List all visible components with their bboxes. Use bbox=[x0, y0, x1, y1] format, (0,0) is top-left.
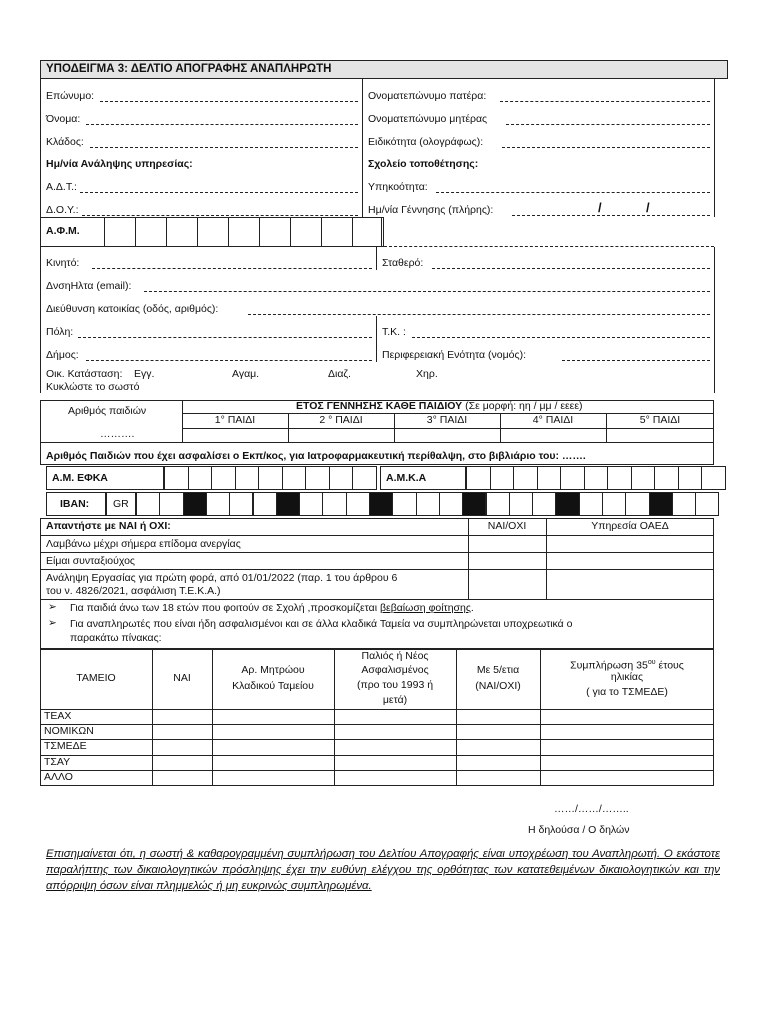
question-first-job: Ανάληψη Εργασίας για πρώτη φορά, από 01/01/2022 (παρ. 1 του άρθρου 6 bbox=[46, 572, 398, 584]
afm-digit-cell[interactable] bbox=[352, 217, 384, 247]
email-label: ΔνσηΗλτα (email): bbox=[46, 280, 132, 292]
registry-column-header-2: Κλαδικού Ταμείου bbox=[232, 680, 314, 692]
children-count-field[interactable]: ………. bbox=[100, 428, 135, 440]
postal-code-field[interactable] bbox=[412, 337, 710, 338]
amka-digit-cell[interactable] bbox=[466, 466, 491, 490]
iban-digit-cell[interactable] bbox=[532, 492, 556, 516]
iban-digit-cell[interactable] bbox=[136, 492, 160, 516]
mobile-field[interactable] bbox=[92, 268, 372, 269]
child-4-label: 4° ΠΑΙΔΙ bbox=[532, 414, 574, 426]
old-new-column-header-4: μετά) bbox=[382, 694, 408, 706]
efka-digit-cell[interactable] bbox=[352, 466, 377, 490]
age-column-header: Συμπλήρωση $35^{o\upsilon}$ έτους bbox=[570, 659, 684, 672]
afm-label: Α.Φ.Μ. bbox=[46, 225, 80, 237]
marital-status-label: Οικ. Κατάσταση: bbox=[46, 368, 123, 380]
efka-digit-cell[interactable] bbox=[329, 466, 354, 490]
specialty-label: Ειδικότητα (ολογράφως): bbox=[368, 136, 484, 148]
afm-digit-cell[interactable] bbox=[321, 217, 353, 247]
start-date-label: Ημ/νία Ανάληψης υπηρεσίας: bbox=[46, 158, 193, 170]
note-other-funds: Για αναπληρωτές που είναι ήδη ασφαλισμένοι και σε άλλα κλαδικά Ταμεία να συμπληρώνεται υποχρεωτικά ο bbox=[70, 618, 573, 630]
iban-digit-cell[interactable] bbox=[229, 492, 253, 516]
iban-digit-separator bbox=[369, 492, 393, 516]
branch-field[interactable] bbox=[90, 147, 358, 148]
birth-date-label: Ημ/νία Γέννησης (πλήρης): bbox=[368, 204, 494, 216]
marital-option-married[interactable]: Εγγ. bbox=[134, 368, 155, 380]
marital-option-single[interactable]: Αγαμ. bbox=[232, 368, 260, 380]
child-3-label: 3° ΠΑΙΔΙ bbox=[426, 414, 468, 426]
iban-country-code: GR bbox=[113, 498, 129, 510]
afm-digit-cell[interactable] bbox=[197, 217, 229, 247]
region-label: Περιφερειακή Ενότητα (νομός): bbox=[382, 349, 526, 361]
iban-digit-cell[interactable] bbox=[625, 492, 649, 516]
municipality-field[interactable] bbox=[86, 360, 372, 361]
amka-digit-cell[interactable] bbox=[678, 466, 703, 490]
questions-header: Απαντήστε με ΝΑΙ ή ΟΧΙ: bbox=[46, 520, 171, 532]
iban-digit-cell[interactable] bbox=[509, 492, 533, 516]
adt-label: Α.Δ.Τ.: bbox=[46, 181, 77, 193]
marital-hint: Κυκλώστε το σωστό bbox=[46, 381, 140, 393]
note-students: Για παιδιά άνω των 18 ετών που φοιτούν σε Σχολή ,προσκομίζεται βεβαίωση φοίτησης. bbox=[70, 602, 474, 614]
child-1-label: 1° ΠΑΙΔΙ bbox=[214, 414, 256, 426]
amka-digit-cell[interactable] bbox=[560, 466, 585, 490]
afm-digit-cell[interactable] bbox=[228, 217, 260, 247]
question-unemployment: Λαμβάνω μέχρι σήμερα επίδομα ανεργίας bbox=[46, 538, 241, 550]
specialty-field[interactable] bbox=[502, 147, 710, 148]
yes-no-column-header: ΝΑΙ/ΟΧΙ bbox=[487, 520, 527, 532]
yes-column-header: ΝΑΙ bbox=[173, 672, 191, 684]
efka-digit-cell[interactable] bbox=[258, 466, 283, 490]
iban-digit-cell[interactable] bbox=[486, 492, 510, 516]
fund-column-header: ΤΑΜΕΙΟ bbox=[76, 672, 116, 684]
fund-row-teax: ΤΕΑΧ bbox=[44, 710, 72, 722]
fund-row-tsay: ΤΣΑΥ bbox=[44, 756, 71, 768]
old-new-column-header-3: (προ του 1993 ή bbox=[356, 679, 434, 691]
branch-label: Κλάδος: bbox=[46, 136, 84, 148]
mobile-label: Κινητό: bbox=[46, 257, 80, 269]
child-5-label: 5° ΠΑΙΔΙ bbox=[639, 414, 681, 426]
name-label: Όνομα: bbox=[46, 113, 81, 125]
insured-children-line: Αριθμός Παιδιών που έχει ασφαλίσει ο Εκπ/κος, για Ιατροφαρμακευτική περίθαλψη, στο βιβλιάριο του: ……. bbox=[46, 450, 586, 462]
name-field[interactable] bbox=[86, 124, 358, 125]
amka-digit-cell[interactable] bbox=[584, 466, 609, 490]
email-field[interactable] bbox=[144, 291, 710, 292]
doy-field[interactable] bbox=[82, 215, 358, 216]
afm-digit-cell[interactable] bbox=[166, 217, 198, 247]
city-label: Πόλη: bbox=[46, 326, 74, 338]
afm-digit-cell[interactable] bbox=[104, 217, 136, 247]
iban-digit-cell[interactable] bbox=[602, 492, 626, 516]
iban-digit-cell[interactable] bbox=[672, 492, 696, 516]
amka-digit-cell[interactable] bbox=[513, 466, 538, 490]
iban-digit-separator bbox=[462, 492, 486, 516]
adt-field[interactable] bbox=[80, 192, 358, 193]
birth-date-slash: / bbox=[646, 200, 650, 215]
amka-digit-cell[interactable] bbox=[490, 466, 515, 490]
region-field[interactable] bbox=[562, 360, 710, 361]
iban-digit-cell[interactable] bbox=[392, 492, 416, 516]
fund-row-tsmede: ΤΣΜΕΔΕ bbox=[44, 740, 87, 752]
nationality-field[interactable] bbox=[436, 192, 710, 193]
old-new-column-header: Παλιός ή Νέος bbox=[361, 650, 429, 662]
landline-field[interactable] bbox=[432, 268, 710, 269]
marital-option-widowed[interactable]: Χηρ. bbox=[416, 368, 438, 380]
amka-label: Α.Μ.Κ.Α bbox=[386, 472, 427, 484]
father-name-field[interactable] bbox=[500, 101, 710, 102]
iban-digit-cell[interactable] bbox=[346, 492, 370, 516]
children-year-header: ΕΤΟΣ ΓΕΝΝΗΣΗΣ ΚΑΘΕ ΠΑΙΔΙΟΥ (Σε μορφή: ηη / μμ / εεεε) bbox=[296, 400, 583, 412]
city-field[interactable] bbox=[78, 337, 372, 338]
birth-date-slash: / bbox=[598, 200, 602, 215]
footer-notice: Επισημαίνεται ότι, η σωστή & καθαρογραμμένη συμπλήρωση του Δελτίου Απογραφής είναι υποχρέωση του Αναπληρωτή. Ο εκάστοτε παραλήπτης των δικαιολογητικών πρόσληψης έχει την ευθύνη ελέγχου της ορθότητας των κατατεθειμένων δικαιολογητικών και την απόρριψη όσων είναι πλημμελώς ή μη ευκρινώς συμπληρωμένα. bbox=[46, 848, 720, 892]
five-year-column-header: Με 5/ετια bbox=[476, 664, 520, 676]
efka-label: Α.Μ. ΕΦΚΑ bbox=[52, 472, 108, 484]
doy-label: Δ.Ο.Υ.: bbox=[46, 204, 79, 216]
iban-digit-cell[interactable] bbox=[439, 492, 463, 516]
postal-code-label: Τ.Κ. : bbox=[382, 326, 406, 338]
surname-field[interactable] bbox=[100, 101, 358, 102]
old-new-column-header-2: Ασφαλισμένος bbox=[361, 664, 429, 676]
registry-column-header: Αρ. Μητρώου bbox=[241, 664, 305, 676]
note-bullet: ➢ bbox=[48, 601, 57, 613]
mother-name-field[interactable] bbox=[506, 124, 710, 125]
question-first-job-cont: του ν. 4826/2021, ασφάλιση Τ.Ε.Κ.Α.) bbox=[46, 585, 221, 597]
children-count-label: Αριθμός παιδιών bbox=[68, 405, 147, 417]
efka-digit-cell[interactable] bbox=[211, 466, 236, 490]
efka-digit-cell[interactable] bbox=[235, 466, 260, 490]
amka-digit-cell[interactable] bbox=[701, 466, 726, 490]
father-name-label: Ονοματεπώνυμο πατέρα: bbox=[368, 90, 487, 102]
iban-label: IBAN: bbox=[60, 498, 90, 510]
note-bullet: ➢ bbox=[48, 617, 57, 629]
school-label: Σχολείο τοποθέτησης: bbox=[368, 158, 479, 170]
note-other-funds-cont: παρακάτω πίνακας: bbox=[70, 632, 162, 644]
child-2-label: 2 ° ΠΑΙΔΙ bbox=[319, 414, 363, 426]
surname-label: Επώνυμο: bbox=[46, 90, 95, 102]
landline-label: Σταθερό: bbox=[382, 257, 424, 269]
efka-digit-cell[interactable] bbox=[305, 466, 330, 490]
birth-date-field[interactable] bbox=[512, 215, 710, 216]
five-year-column-header-2: (ΝΑΙ/ΟΧΙ) bbox=[475, 680, 521, 692]
iban-digit-separator bbox=[183, 492, 207, 516]
fund-row-other: ΑΛΛΟ bbox=[44, 771, 73, 783]
afm-digit-cell[interactable] bbox=[259, 217, 291, 247]
nationality-label: Υπηκοότητα: bbox=[368, 181, 428, 193]
municipality-label: Δήμος: bbox=[46, 349, 79, 361]
question-pensioner: Είμαι συνταξιούχος bbox=[46, 555, 135, 567]
iban-digit-cell[interactable] bbox=[206, 492, 230, 516]
iban-digit-cell[interactable] bbox=[299, 492, 323, 516]
age-column-header-2: ηλικίας bbox=[610, 671, 644, 683]
afm-digit-cell[interactable] bbox=[290, 217, 322, 247]
form-title: ΥΠΟΔΕΙΓΜΑ 3: ΔΕΛΤΙΟ ΑΠΟΓΡΑΦΗΣ ΑΝΑΠΛΗΡΩΤΗ bbox=[46, 63, 332, 75]
oaed-column-header: Υπηρεσία ΟΑΕΔ bbox=[591, 520, 669, 532]
iban-digit-separator bbox=[649, 492, 673, 516]
signature-date[interactable]: ……/……/…….. bbox=[554, 803, 629, 815]
efka-digit-cell[interactable] bbox=[188, 466, 213, 490]
mother-name-label: Ονοματεπώνυμο μητέρας bbox=[368, 113, 488, 125]
amka-digit-cell[interactable] bbox=[631, 466, 656, 490]
address-label: Διεύθυνση κατοικίας (οδός, αριθμός): bbox=[46, 303, 219, 315]
address-field[interactable] bbox=[248, 314, 710, 315]
iban-digit-separator bbox=[555, 492, 579, 516]
efka-digit-cell[interactable] bbox=[164, 466, 189, 490]
iban-digit-cell[interactable] bbox=[159, 492, 183, 516]
iban-digit-cell[interactable] bbox=[253, 492, 277, 516]
age-column-header-3: ( για το ΤΣΜΕΔΕ) bbox=[586, 686, 668, 698]
amka-digit-cell[interactable] bbox=[607, 466, 632, 490]
efka-digit-cell[interactable] bbox=[282, 466, 307, 490]
iban-digit-separator bbox=[276, 492, 300, 516]
fund-row-lawyers: ΝΟΜΙΚΩΝ bbox=[44, 725, 94, 737]
iban-digit-cell[interactable] bbox=[416, 492, 440, 516]
afm-digit-cell[interactable] bbox=[135, 217, 167, 247]
amka-digit-cell[interactable] bbox=[537, 466, 562, 490]
declarant-label: Η δηλούσα / Ο δηλών bbox=[528, 824, 630, 836]
marital-option-divorced[interactable]: Διαζ. bbox=[328, 368, 351, 380]
amka-digit-cell[interactable] bbox=[654, 466, 679, 490]
iban-digit-cell[interactable] bbox=[579, 492, 603, 516]
iban-digit-cell[interactable] bbox=[695, 492, 719, 516]
iban-digit-cell[interactable] bbox=[322, 492, 346, 516]
